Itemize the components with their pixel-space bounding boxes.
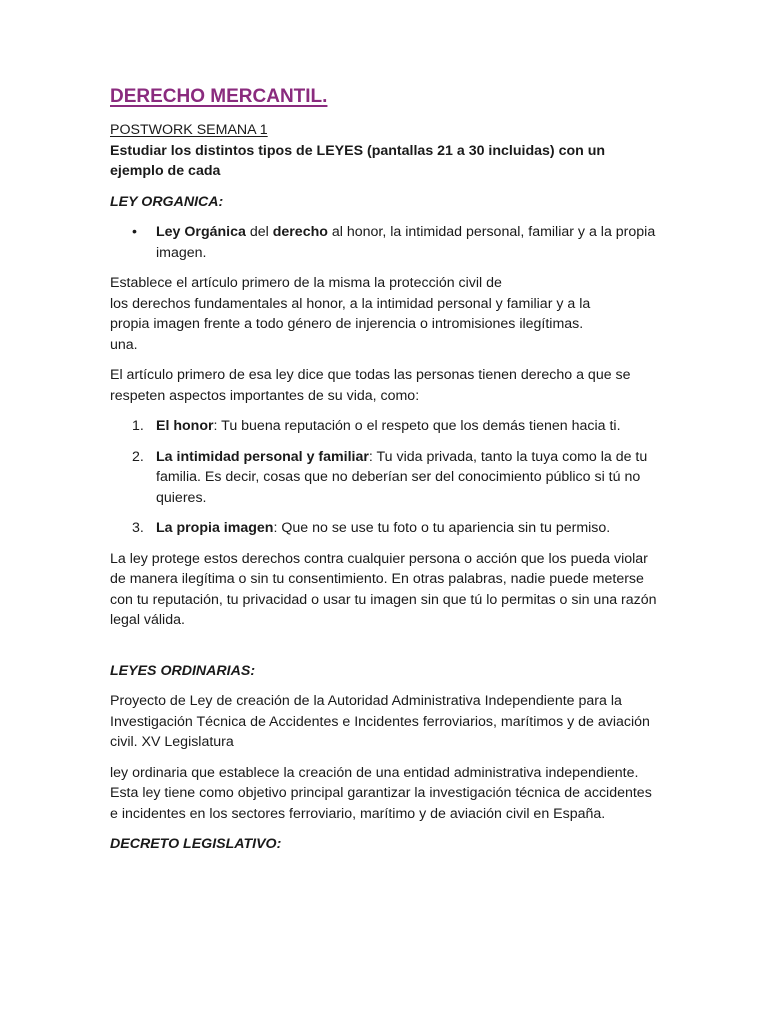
item-bold: La intimidad personal y familiar [156, 448, 369, 465]
item-number: 1. [132, 418, 144, 434]
item-number: 3. [132, 520, 144, 536]
bullet-bold-2: derecho [272, 224, 328, 240]
ley-organica-paragraph-3: La ley protege estos derechos contra cualquier persona o acción que los pueda violar de manera ilegítima o sin tu consentimiento. En otras palabras, nadie puede meterse con tu reputación, tu privacidad o usar tu imagen sin que tú lo permitas o sin una razón legal válida. [110, 550, 657, 628]
item-number: 2. [132, 448, 144, 465]
section-spacer [110, 641, 658, 661]
section-heading-decreto-legislativo: DECRETO LEGISLATIVO: [110, 836, 282, 852]
section-heading-ley-organica: LEY ORGANICA: [110, 193, 224, 210]
item-text: : Que no se use tu foto o tu apariencia sin tu permiso. [273, 520, 611, 536]
document-subtitle: POSTWORK SEMANA 1 [110, 122, 268, 138]
ley-organica-numbered-list [110, 416, 658, 539]
document-page [110, 84, 658, 865]
item-text: : Tu buena reputación o el respeto que los demás tienen hacia ti. [213, 418, 621, 434]
item-bold: El honor [156, 418, 214, 434]
document-title: DERECHO MERCANTIL. [110, 86, 328, 107]
list-item [110, 416, 658, 437]
list-item [110, 518, 658, 539]
bullet-icon: • [132, 224, 137, 240]
ley-organica-paragraph-1: Establece el artículo primero de la misma la protección civil de los derechos fundamentales al honor, a la intimidad personal y familiar y a la propia imagen frente a todo género de injerencia o intromisiones ilegítimas. una. [110, 275, 591, 353]
list-item [110, 447, 658, 509]
ley-organica-bullet-list [110, 222, 658, 263]
bullet-text-2: al honor, la intimidad personal, familiar y a la propia imagen. [156, 224, 656, 261]
item-text: : Tu vida privada, tanto la tuya como la de tu familia. Es decir, cosas que no deberían ser del conocimiento público si tú no quieres. [156, 448, 648, 506]
leyes-ordinarias-paragraph-1: Proyecto de Ley de creación de la Autoridad Administrativa Independiente para la Investigación Técnica de Accidentes e Incidentes ferroviarios, marítimos y de aviación civil. XV Legislatura [110, 693, 650, 750]
leyes-ordinarias-paragraph-2: ley ordinaria que establece la creación de una entidad administrativa independiente. Esta ley tiene como objetivo principal garantizar la investigación técnica de accidentes e incidentes en los sectores ferroviario, marítimo y de aviación civil en España. [110, 764, 652, 822]
section-heading-leyes-ordinarias: LEYES ORDINARIAS: [110, 662, 256, 679]
bullet-text-1: del [245, 224, 273, 240]
bullet-bold-1: Ley Orgánica [156, 224, 246, 240]
list-item [110, 222, 658, 263]
task-description: Estudiar los distintos tipos de LEYES (pantallas 21 a 30 incluidas) con un ejemplo de cada [110, 142, 606, 179]
item-bold: La propia imagen [156, 520, 274, 536]
ley-organica-paragraph-2: El artículo primero de esa ley dice que todas las personas tienen derecho a que se respeten aspectos importantes de su vida, como: [110, 367, 631, 404]
